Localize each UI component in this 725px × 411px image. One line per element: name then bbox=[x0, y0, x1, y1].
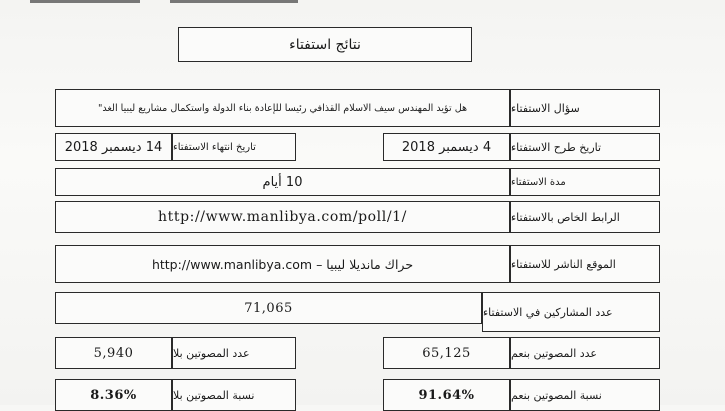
question-text: هل تؤيد المهندس سيف الاسلام القذافي رئيسا للإعادة بناء الدولة واستكمال مشاريع ليبيا الغد" bbox=[55, 89, 510, 127]
start-date-value: 4 ديسمبر 2018 bbox=[383, 133, 510, 161]
page-title bbox=[178, 27, 472, 62]
participants-value: 71,065 bbox=[55, 292, 482, 324]
question-label: سؤال الاستفتاء bbox=[510, 89, 660, 127]
publisher-label: الموقع الناشر للاستفتاء bbox=[510, 245, 660, 283]
no-pct-label: نسبة المصوتين بلا bbox=[172, 379, 296, 411]
yes-pct-value: 91.64% bbox=[383, 379, 510, 411]
participants-label: عدد المشاركين في الاستفتاء bbox=[482, 292, 660, 332]
page-title-text: نتائج استفتاء bbox=[289, 36, 361, 53]
no-count-value: 5,940 bbox=[55, 337, 172, 369]
top-border-right bbox=[170, 0, 298, 3]
duration-label: مدة الاستفتاء bbox=[510, 168, 660, 196]
yes-count-value: 65,125 bbox=[383, 337, 510, 369]
duration-value: 10 أيام bbox=[55, 168, 510, 196]
top-border-left bbox=[30, 0, 140, 3]
start-date-label: تاريخ طرح الاستفتاء bbox=[510, 133, 660, 161]
yes-pct-label: نسبة المصوتين بنعم bbox=[510, 379, 660, 411]
publisher-value: حراك مانديلا ليبيا – http://www.manlibya.com bbox=[55, 245, 510, 283]
no-pct-value: 8.36% bbox=[55, 379, 172, 411]
link-value[interactable]: http://www.manlibya.com/poll/1/ bbox=[55, 201, 510, 233]
end-date-value: 14 ديسمبر 2018 bbox=[55, 133, 172, 161]
link-label: الرابط الخاص بالاستفتاء bbox=[510, 201, 660, 233]
end-date-label: تاريخ انتهاء الاستفتاء bbox=[172, 133, 296, 161]
yes-count-label: عدد المصوتين بنعم bbox=[510, 337, 660, 369]
no-count-label: عدد المصوتين بلا bbox=[172, 337, 296, 369]
